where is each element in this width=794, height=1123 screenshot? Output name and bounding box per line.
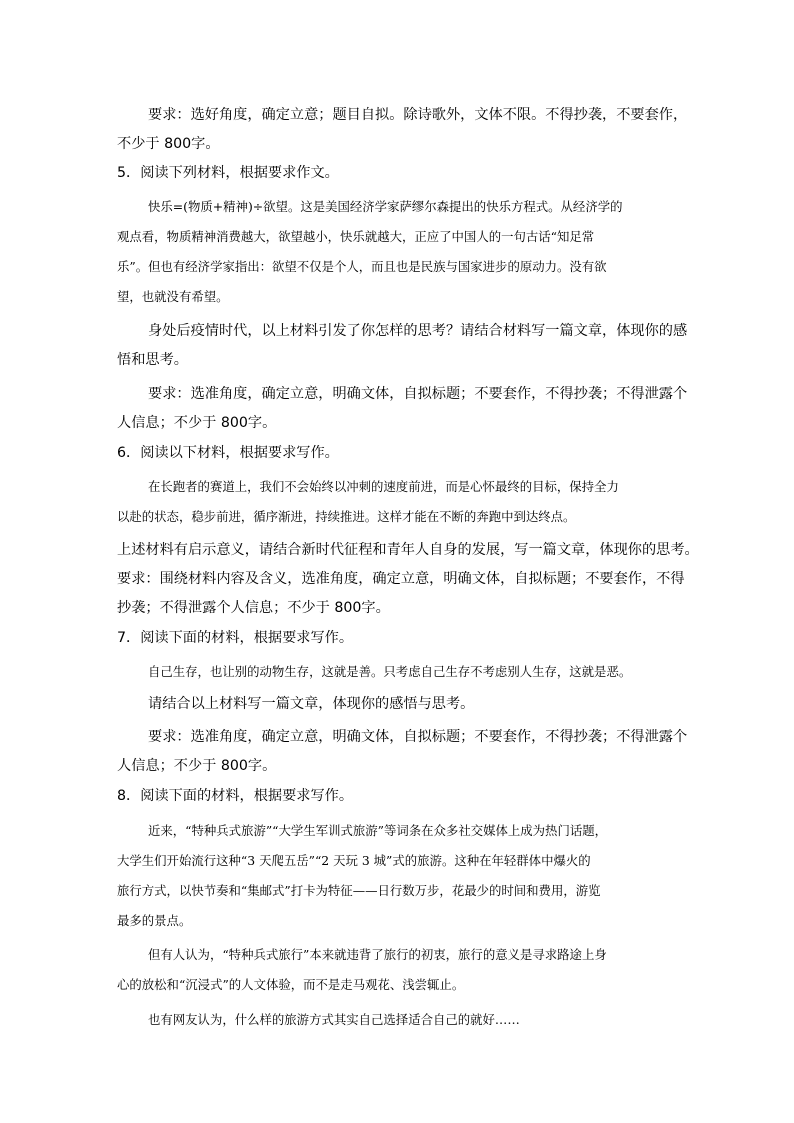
material-line: 在长跑者的赛道上，我们不会始终以冲刺的速度前进，而是心怀最终的目标，保持全力 [148,479,619,494]
question-heading: 6．阅读以下材料，根据要求写作。 [117,445,339,461]
material-line: 最多的景点。 [117,913,192,928]
question-heading: 8．阅读下面的材料，根据要求写作。 [117,788,354,804]
material-line: 以赴的状态，稳步前进，循序渐进，持续推进。这样才能在不断的奔跑中到达终点。 [117,509,576,524]
requirement-line: 要求：围绕材料内容及含义，选准角度，确定立意，明确文体，自拟标题；不要套作，不得 [117,571,685,587]
material-line: 旅行方式，以快节奏和“集邮式”打卡为特征——日行数万步，花最少的时间和费用，游览 [117,883,601,898]
prompt-line: 悟和思考。 [117,352,188,368]
material-line: 但有人认为，“特种兵式旅行”本来就违背了旅行的初衷，旅行的意义是寻求路途上身 [148,947,607,962]
material-line: 近来，“特种兵式旅游”“大学生军训式旅游”等词条在众多社交媒体上成为热门话题， [148,823,608,838]
requirement-line: 抄袭；不得泄露个人信息；不少于 800字。 [117,600,390,616]
requirement-line: 要求：选准角度，确定立意，明确文体，自拟标题；不要套作，不得抄袭；不得泄露个 [148,386,688,402]
requirement-line: 人信息；不少于 800字。 [117,415,277,431]
requirement-line: 要求：选好角度，确定立意；题目自拟。除诗歌外，文体不限。不得抄袭，不要套作， [148,107,688,123]
material-line: 观点看，物质精神消费越大，欲望越小，快乐就越大，正应了中国人的一句古话“知足常 [117,229,595,244]
prompt-line: 请结合以上材料写一篇文章，体现你的感悟与思考。 [148,696,475,712]
requirement-line: 人信息；不少于 800字。 [117,758,277,774]
material-line: 自己生存，也让别的动物生存，这就是善。只考虑自己生存不考虑别人生存，这就是恶。 [148,664,632,679]
prompt-line: 身处后疫情时代，以上材料引发了你怎样的思考？请结合材料写一篇文章，体现你的感 [148,323,688,339]
material-line: 望，也就没有希望。 [117,289,229,304]
material-line: 乐”。但也有经济学家指出：欲望不仅是个人，而且也是民族与国家进步的原动力。没有欲 [117,259,607,274]
material-line: 心的放松和“沉浸式”的人文体验，而不是走马观花、浅尝辄止。 [117,977,465,992]
prompt-line: 上述材料有启示意义，请结合新时代征程和青年人自身的发展，写一篇文章，体现你的思考。 [117,542,699,558]
question-heading: 7．阅读下面的材料，根据要求写作。 [117,630,354,646]
requirement-line: 要求：选准角度，确定立意，明确文体，自拟标题；不要套作，不得抄袭；不得泄露个 [148,729,688,745]
requirement-line: 不少于 800字。 [117,136,220,152]
question-heading: 5．阅读下列材料，根据要求作文。 [117,165,339,181]
material-line: 快乐=(物质+精神)÷欲望。这是美国经济学家萨缪尔森提出的快乐方程式。从经济学的 [148,199,623,214]
material-line: 也有网友认为，什么样的旅游方式其实自己选择适合自己的就好…… [148,1012,520,1027]
material-line: 大学生们开始流行这种“3 天爬五岳”“2 天玩 3 城”式的旅游。这种在年轻群体中爆火的 [117,853,591,868]
